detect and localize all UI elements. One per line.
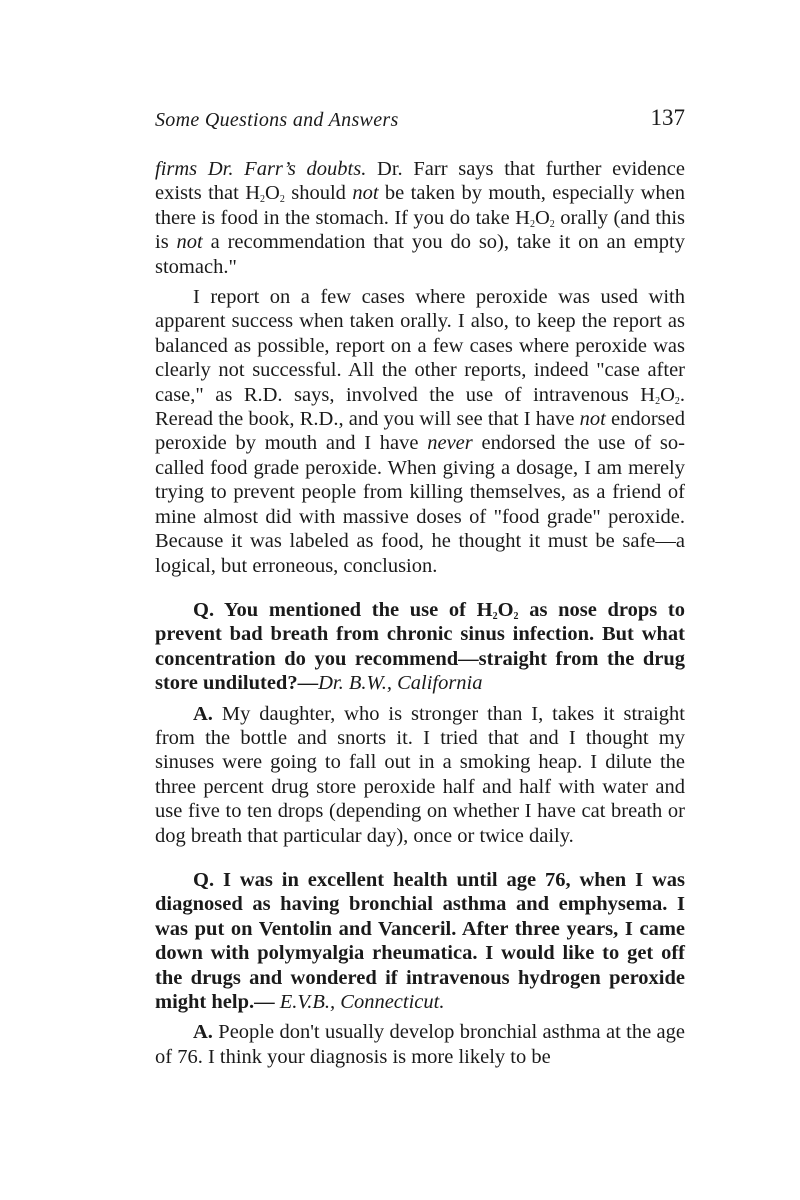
emphasis: not xyxy=(579,408,606,431)
page-number: 137 xyxy=(650,105,685,130)
question-paragraph xyxy=(155,598,685,696)
text-run: . Reread the book, R.D., and you will see that I have xyxy=(155,383,685,431)
chemical-formula: $H_2O_2$ xyxy=(515,206,555,230)
answer-paragraph xyxy=(155,702,685,848)
text-run: be taken by mouth, especially when there is food in the stomach. If you do take xyxy=(155,182,686,229)
answer-label: A. xyxy=(193,1021,213,1044)
paragraph xyxy=(155,285,685,578)
text-run: endorsed peroxide by mouth and I have xyxy=(155,408,685,455)
text-run: a recommendation that you do so), take it on an empty stomach." xyxy=(155,231,685,278)
running-head xyxy=(155,105,685,135)
text-run: I report on a few cases where peroxide was used with apparent success when taken orally. I also, to keep the report as balanced as possible, report on a few cases where peroxide was clearly not successful. All the other reports, indeed "case after case," as R.D. says, involved the use of intravenous xyxy=(155,286,685,406)
text-run: endorsed the use of so-called food grade peroxide. When giving a dosage, I am merely trying to prevent people from killing themselves, as a friend of mine almost did with massive doses of "food grade" peroxide. Because it was labeled as food, he thought it must be safe—a logical, but erroneous, conclusion. xyxy=(155,432,685,577)
text-run: orally (and this is xyxy=(155,206,685,254)
question-attribution: E.V.B., Connecticut. xyxy=(279,991,445,1013)
emphasis: never xyxy=(427,432,473,455)
page-body xyxy=(155,157,685,1069)
answer-label: A. xyxy=(193,702,213,725)
chemical-formula: $H_2O_2$ xyxy=(245,182,285,206)
chemical-formula: $H_2O_2$ xyxy=(640,383,680,407)
italic-lead: firms Dr. Farr’s doubts. xyxy=(155,158,367,180)
text-run: should xyxy=(284,182,353,205)
answer-text: My daughter, who is stronger than I, takes it straight from the bottle and snorts it. I tried that and I thought my sinuses were going to fall out in a smoking heap. I dilute the three percent drug store peroxide half and half with water and use five to ten drops (depending on whether I have cat breath or dog breath that particular day), once or twice daily. xyxy=(155,702,685,847)
question-text: Q. I was in excellent health until age 76, when I was diagnosed as having bronchial asthma and emphysema. I was put on Ventolin and Vanceril. After three years, I came down with polymyalgia rheumatica. I would like to get off the drugs and wondered if intravenous hydrogen peroxide might help.— xyxy=(155,868,685,1013)
answer-text: People don't usually develop bronchial asthma at the age of 76. I think your diagnosis is more likely to be xyxy=(155,1021,685,1068)
paragraph-continuation xyxy=(155,157,685,279)
emphasis: not xyxy=(352,182,379,205)
emphasis: not xyxy=(176,231,203,254)
question-text: Q. You mentioned the use of xyxy=(193,598,477,621)
answer-paragraph xyxy=(155,1020,685,1069)
question-paragraph xyxy=(155,868,685,1014)
chemical-formula: $H_2O_2$ xyxy=(476,598,519,622)
question-text: as nose drops to prevent bad breath from chronic sinus infection. But what concentration do you recommend—straight from the drug store undiluted?— xyxy=(155,598,686,695)
text-run: Dr. Farr says that further evidence exists that xyxy=(155,158,685,205)
question-attribution: Dr. B.W., California xyxy=(318,672,483,695)
running-title: Some Questions and Answers xyxy=(155,109,399,131)
